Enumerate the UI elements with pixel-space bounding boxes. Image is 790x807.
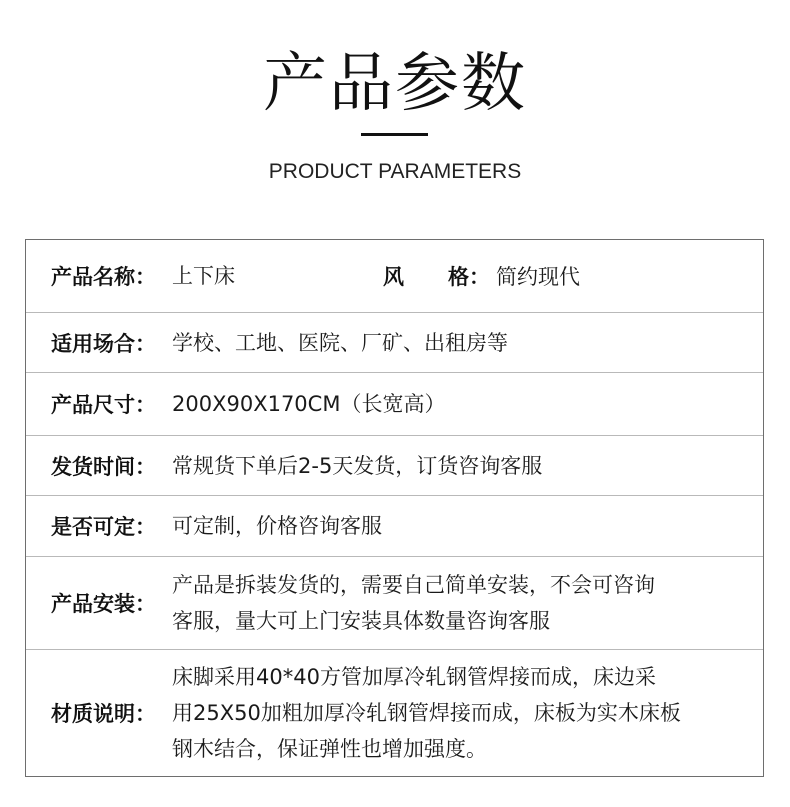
param-value-size: 200X90X170CM（长宽高） <box>172 392 446 416</box>
material-line: 钢木结合，保证弹性也增加强度。 <box>172 737 487 761</box>
param-label-delivery: 发货时间： <box>51 454 156 479</box>
table-row-name <box>26 240 763 313</box>
table-row-size <box>26 373 763 436</box>
param-value-style: 简约现代 <box>496 265 580 289</box>
style-label-part-b: 格： <box>448 265 490 289</box>
param-value-install <box>172 557 747 649</box>
style-label-part-a: 风 <box>383 265 404 289</box>
material-line: 用25X50加粗加厚冷轧钢管焊接而成，床板为实木床板 <box>172 701 681 725</box>
param-label-install: 产品安装： <box>51 592 156 616</box>
table-row-material <box>26 650 763 776</box>
param-value-material <box>172 650 747 776</box>
param-label-name: 产品名称： <box>51 265 156 289</box>
table-row-usage <box>26 313 763 373</box>
page-subtitle: PRODUCT PARAMETERS <box>268 160 522 183</box>
page-title: 产品参数 <box>263 47 527 121</box>
material-line: 床脚采用40*40方管加厚冷轧钢管焊接而成，床边采 <box>172 665 656 689</box>
param-label-usage: 适用场合： <box>51 331 156 356</box>
table-row-delivery <box>26 436 763 496</box>
param-label-size: 产品尺寸： <box>51 393 156 417</box>
title-underline <box>361 133 428 136</box>
param-label-material: 材质说明： <box>51 702 156 726</box>
param-value-name: 上下床 <box>172 264 235 288</box>
param-value-custom: 可定制，价格咨询客服 <box>172 514 382 538</box>
parameters-table <box>25 239 764 777</box>
table-row-install <box>26 557 763 650</box>
install-line: 客服，量大可上门安装具体数量咨询客服 <box>172 609 550 633</box>
param-label-style <box>383 240 490 312</box>
table-row-custom <box>26 496 763 557</box>
param-value-usage: 学校、工地、医院、厂矿、出租房等 <box>172 330 508 355</box>
install-line: 产品是拆装发货的，需要自己简单安装，不会可咨询 <box>172 573 655 597</box>
param-value-delivery: 常规货下单后2-5天发货，订货咨询客服 <box>172 453 543 478</box>
param-label-custom: 是否可定： <box>51 515 156 539</box>
